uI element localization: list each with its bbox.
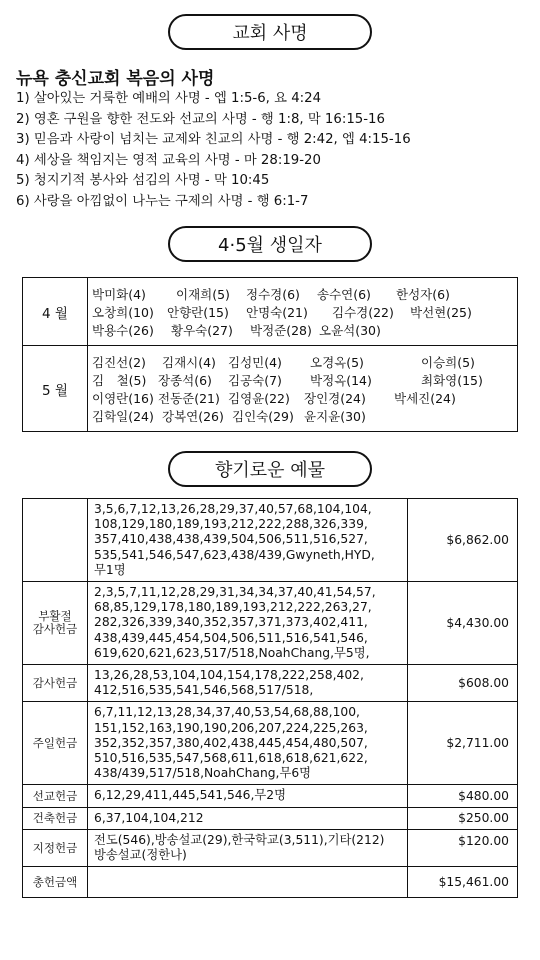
- offering-row: [23, 807, 518, 829]
- name-row: [92, 353, 517, 371]
- mission-item: 5) 청지기적 봉사와 섬김의 사명 - 막 10:45: [16, 173, 270, 188]
- mission-item: 2) 영혼 구원을 향한 전도와 선교의 사명 - 행 1:8, 막 16:15-16: [16, 111, 385, 127]
- birthday-names: [88, 278, 518, 346]
- name-row: [92, 303, 517, 321]
- offering-table: [22, 498, 518, 898]
- birthday-name: 김진선(2): [92, 355, 146, 370]
- mission-item: 3) 믿음과 사랑이 넘치는 교제와 친교의 사명 - 행 2:42, 엡 4:15-16: [16, 132, 411, 147]
- birthday-name: 강복연(26): [162, 409, 224, 424]
- birthday-name: 최화영(15): [421, 373, 483, 388]
- birthday-heading-label: 4·5월 생일자: [218, 235, 322, 256]
- mission-title: 뉴욕 충신교회 복음의 사명: [16, 69, 215, 89]
- birthday-name: 황우숙(27): [171, 323, 233, 338]
- birthday-table: [22, 277, 518, 432]
- birthday-name: 장종석(6): [158, 373, 212, 388]
- mission-heading-label: 교회 사명: [232, 23, 308, 44]
- offering-row: [23, 582, 518, 665]
- offering-category: 선교헌금: [23, 785, 88, 807]
- birthday-name: 박정옥(14): [310, 373, 372, 388]
- birthday-name: 전동준(21): [158, 391, 220, 406]
- birthday-name: 오윤석(30): [319, 323, 381, 338]
- offering-donor-list: 6,7,11,12,13,28,34,37,40,53,54,68,88,100, 151,152,163,190,190,206,207,224,225,263, 352,352,357,380,402,438,445,454,480,507, 510,516,535,547,568,611,618,618,621,622, 438/439,517/518,NoahChang,무6명: [88, 702, 408, 785]
- birthday-name: 김성민(4): [228, 355, 282, 370]
- offering-total-amount: $15,461.00: [408, 867, 518, 898]
- name-row: [92, 389, 517, 407]
- offering-category: 주일헌금: [23, 702, 88, 785]
- offering-row: [23, 829, 518, 866]
- birthday-name: 박세진(24): [394, 391, 456, 406]
- birthday-name: 장인경(24): [304, 391, 366, 406]
- birthday-row-april: [23, 278, 518, 346]
- name-row: [92, 285, 517, 303]
- birthday-name: 안향란(15): [167, 305, 229, 320]
- birthday-name: 김수경(22): [332, 305, 394, 320]
- offering-donor-list: 6,37,104,104,212: [88, 807, 408, 829]
- birthday-name: 김학일(24): [92, 409, 154, 424]
- offering-amount: $120.00: [408, 829, 518, 866]
- offering-row: [23, 785, 518, 807]
- birthday-name: 박선현(25): [410, 305, 472, 320]
- offering-row: [23, 665, 518, 702]
- offering-donor-list: 3,5,6,7,12,13,26,28,29,37,40,57,68,104,104, 108,129,180,189,193,212,222,288,326,339, 357,410,438,438,439,504,506,511,516,527, 535,541,546,547,623,438/439,Gwyneth,HYD, 무1명: [88, 499, 408, 582]
- offering-amount: $608.00: [408, 665, 518, 702]
- offering-total-row: [23, 867, 518, 898]
- offering-donor-list: 13,26,28,53,104,104,154,178,222,258,402, 412,516,535,541,546,568,517/518,: [88, 665, 408, 702]
- birthday-name: 이영란(16): [92, 391, 154, 406]
- offering-heading: [168, 451, 372, 487]
- offering-category: 건축헌금: [23, 807, 88, 829]
- mission-heading: [168, 14, 372, 50]
- offering-total-label: 총헌금액: [23, 867, 88, 898]
- birthday-name: 김재시(4): [162, 355, 216, 370]
- offering-total-spacer: [88, 867, 408, 898]
- offering-heading-label: 향기로운 예물: [214, 460, 326, 481]
- offering-donor-list: 2,3,5,7,11,12,28,29,31,34,34,37,40,41,54,57, 68,85,129,178,180,189,193,212,222,263,27, 282,326,339,340,352,357,371,373,402,411, 438,439,445,454,504,506,511,516,541,546, 619,620,621,623,517/518,NoahChang,무5명,: [88, 582, 408, 665]
- offering-row: [23, 702, 518, 785]
- offering-amount: $250.00: [408, 807, 518, 829]
- offering-amount: $480.00: [408, 785, 518, 807]
- birthday-names: [88, 346, 518, 432]
- birthday-name: 정수경(6): [246, 287, 300, 302]
- name-row: [92, 371, 517, 389]
- birthday-name: 박정준(28): [250, 323, 312, 338]
- mission-item: 1) 살아있는 거룩한 예배의 사명 - 엡 1:5-6, 요 4:24: [16, 91, 322, 106]
- offering-category: 지정헌금: [23, 829, 88, 866]
- offering-category: 감사헌금: [23, 665, 88, 702]
- birthday-name: 송수연(6): [317, 287, 371, 302]
- birthday-name: 박미화(4): [92, 287, 146, 302]
- offering-category: 부활절 감사헌금: [23, 582, 88, 665]
- offering-donor-list: 전도(546),방송설교(29),한국학교(3,511),기타(212) 방송설교(정한나): [88, 829, 408, 866]
- birthday-name: 이재희(5): [176, 287, 230, 302]
- month-label: 4 월: [23, 278, 88, 346]
- offering-row: [23, 499, 518, 582]
- offering-amount: $4,430.00: [408, 582, 518, 665]
- birthday-heading: [168, 226, 372, 262]
- birthday-name: 오창희(10): [92, 305, 154, 320]
- birthday-name: 오경옥(5): [310, 355, 364, 370]
- birthday-name: 이승희(5): [421, 355, 475, 370]
- mission-item: 6) 사랑을 아낌없이 나누는 구제의 사명 - 행 6:1-7: [16, 193, 309, 209]
- birthday-name: 김 철(5): [92, 373, 147, 388]
- birthday-name: 한성자(6): [396, 287, 450, 302]
- birthday-row-may: [23, 346, 518, 432]
- offering-amount: $6,862.00: [408, 499, 518, 582]
- birthday-name: 김공숙(7): [228, 373, 282, 388]
- month-label: 5 월: [23, 346, 88, 432]
- offering-category: [23, 499, 88, 582]
- birthday-name: 윤지윤(30): [304, 409, 366, 424]
- offering-amount: $2,711.00: [408, 702, 518, 785]
- birthday-name: 김인숙(29): [232, 409, 294, 424]
- birthday-name: 김영윤(22): [228, 391, 290, 406]
- birthday-name: 안명숙(21): [246, 305, 308, 320]
- name-row: [92, 407, 517, 425]
- mission-item: 4) 세상을 책임지는 영적 교육의 사명 - 마 28:19-20: [16, 152, 321, 168]
- offering-donor-list: 6,12,29,411,445,541,546,무2명: [88, 785, 408, 807]
- name-row: [92, 321, 517, 339]
- mission-list: [16, 89, 411, 212]
- birthday-name: 박용수(26): [92, 323, 154, 338]
